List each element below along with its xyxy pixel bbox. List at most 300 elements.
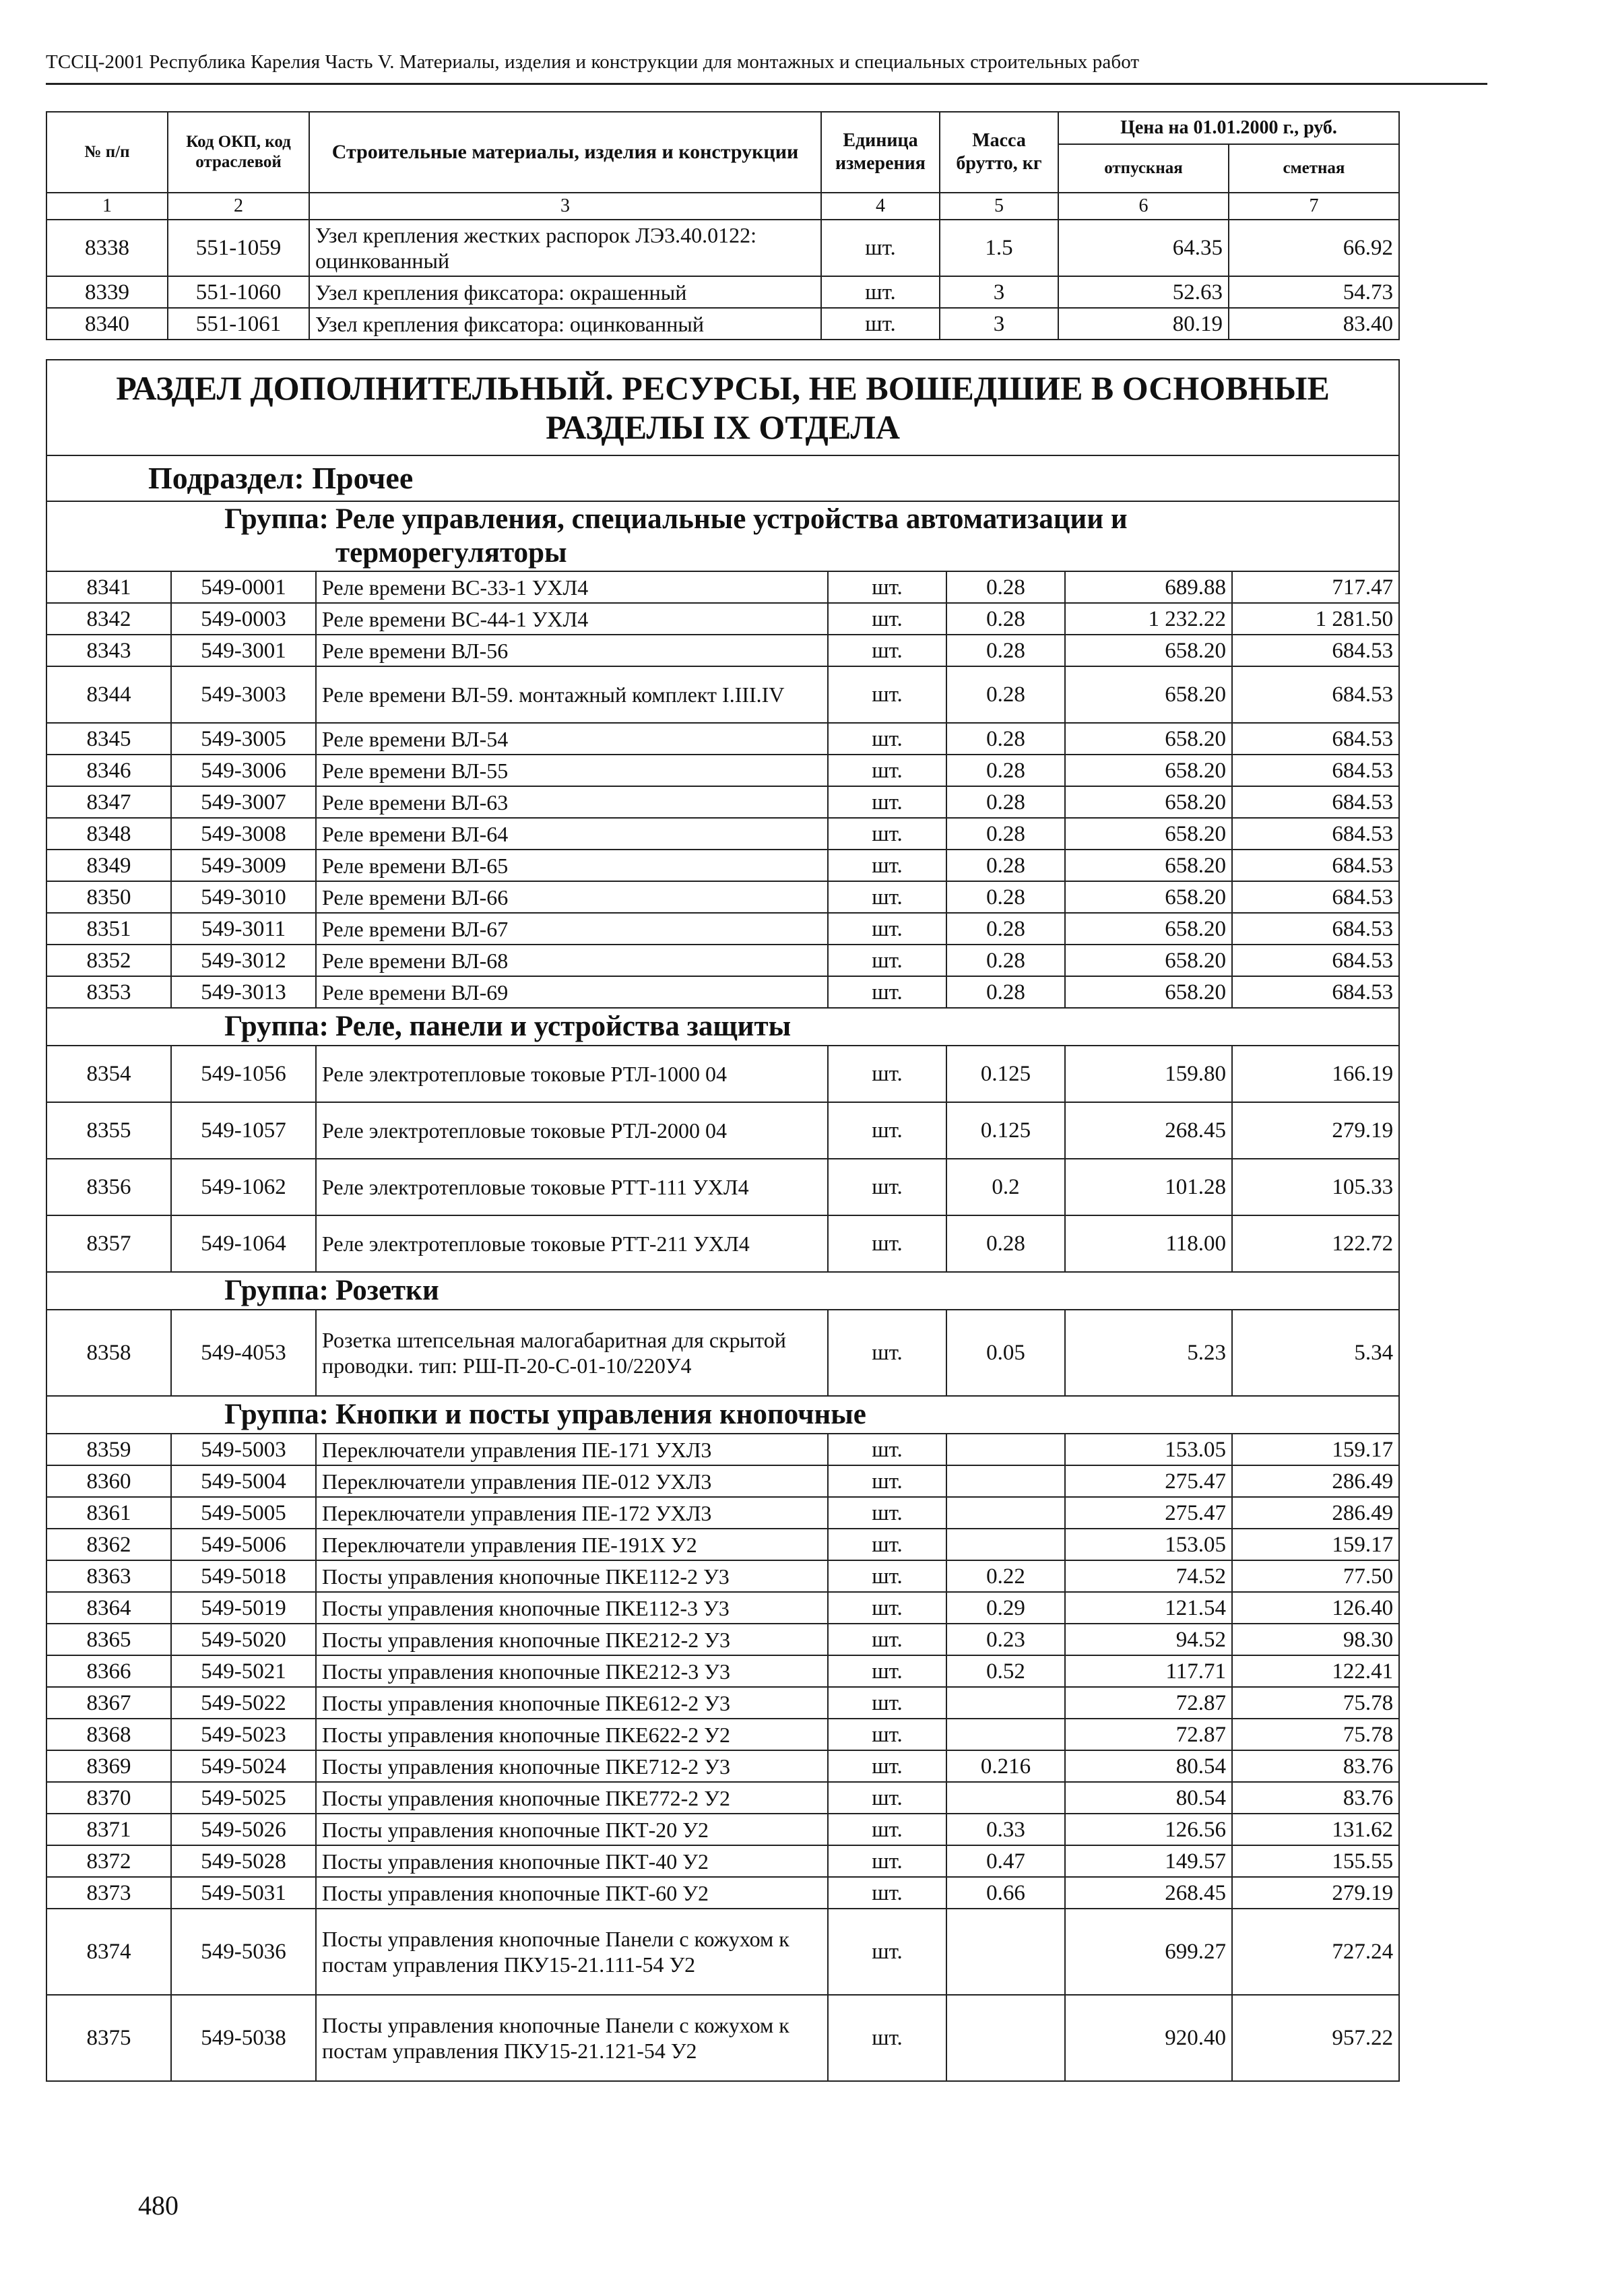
- row-mass: 0.28: [946, 945, 1065, 976]
- col-num-5: 5: [940, 193, 1058, 220]
- row-name: Реле электротепловые токовые РТТ-211 УХЛ4: [316, 1215, 828, 1272]
- row-price-estimate: 54.73: [1229, 276, 1399, 308]
- row-code: 549-5025: [171, 1782, 316, 1814]
- table-row: [46, 1909, 1399, 1995]
- row-unit: шт.: [821, 308, 940, 340]
- row-price-release: 153.05: [1065, 1529, 1232, 1560]
- row-name: Реле времени ВЛ-54: [316, 723, 828, 755]
- header-rule: [46, 83, 1487, 85]
- main-table: [46, 359, 1400, 2082]
- row-unit: шт.: [828, 850, 946, 881]
- row-mass: 0.28: [946, 818, 1065, 850]
- row-price-estimate: 727.24: [1232, 1909, 1399, 1995]
- row-code: 549-3005: [171, 723, 316, 755]
- col-header-price-release: отпускная: [1058, 144, 1229, 193]
- row-name: Реле времени ВЛ-69: [316, 976, 828, 1008]
- table-row: [46, 666, 1399, 723]
- row-number: 8357: [46, 1215, 171, 1272]
- row-unit: шт.: [828, 571, 946, 603]
- row-price-release: 275.47: [1065, 1465, 1232, 1497]
- row-code: 549-5036: [171, 1909, 316, 1995]
- row-number: 8359: [46, 1434, 171, 1465]
- row-name: Посты управления кнопочные ПКЕ712-2 У3: [316, 1750, 828, 1782]
- row-code: 549-3008: [171, 818, 316, 850]
- row-mass: 0.28: [946, 723, 1065, 755]
- row-number: 8361: [46, 1497, 171, 1529]
- row-code: 549-3011: [171, 913, 316, 945]
- row-number: 8339: [46, 276, 168, 308]
- row-number: 8341: [46, 571, 171, 603]
- row-price-estimate: 684.53: [1232, 723, 1399, 755]
- row-price-release: 658.20: [1065, 635, 1232, 666]
- table-row: [46, 786, 1399, 818]
- group-title: Реле управления, специальные устройства автоматизации и терморегуляторы: [335, 503, 1128, 569]
- row-number: 8374: [46, 1909, 171, 1995]
- row-unit: шт.: [828, 1465, 946, 1497]
- row-mass: 0.66: [946, 1877, 1065, 1909]
- row-number: 8351: [46, 913, 171, 945]
- table-row: [46, 1877, 1399, 1909]
- row-mass: 0.23: [946, 1624, 1065, 1655]
- row-unit: шт.: [828, 635, 946, 666]
- row-price-release: 658.20: [1065, 913, 1232, 945]
- row-number: 8371: [46, 1814, 171, 1845]
- row-code: 549-1057: [171, 1102, 316, 1159]
- row-unit: шт.: [828, 1529, 946, 1560]
- row-unit: шт.: [828, 1814, 946, 1845]
- col-header-name: Строительные материалы, изделия и конструкции: [309, 112, 821, 193]
- row-code: 549-1062: [171, 1159, 316, 1215]
- row-code: 549-5020: [171, 1624, 316, 1655]
- col-num-4: 4: [821, 193, 940, 220]
- row-code: 549-5003: [171, 1434, 316, 1465]
- row-mass: 0.28: [946, 881, 1065, 913]
- row-code: 549-5021: [171, 1655, 316, 1687]
- row-price-estimate: 957.22: [1232, 1995, 1399, 2081]
- row-number: 8365: [46, 1624, 171, 1655]
- table-row: [46, 976, 1399, 1008]
- table-row: [46, 755, 1399, 786]
- row-price-release: 1 232.22: [1065, 603, 1232, 635]
- table-row: [46, 1434, 1399, 1465]
- row-price-estimate: 122.41: [1232, 1655, 1399, 1687]
- table-row: [46, 881, 1399, 913]
- row-mass: 0.05: [946, 1310, 1065, 1396]
- row-price-estimate: 684.53: [1232, 945, 1399, 976]
- row-mass: 0.33: [946, 1814, 1065, 1845]
- row-name: Переключатели управления ПЕ-191Х У2: [316, 1529, 828, 1560]
- row-price-release: 658.20: [1065, 976, 1232, 1008]
- row-unit: шт.: [828, 1782, 946, 1814]
- row-price-release: 658.20: [1065, 786, 1232, 818]
- table-row: [46, 1719, 1399, 1750]
- row-price-release: 72.87: [1065, 1687, 1232, 1719]
- row-price-estimate: 717.47: [1232, 571, 1399, 603]
- row-code: 549-3009: [171, 850, 316, 881]
- row-number: 8355: [46, 1102, 171, 1159]
- row-price-release: 268.45: [1065, 1877, 1232, 1909]
- row-name: Узел крепления жестких распорок ЛЭ3.40.0122: оцинкованный: [309, 220, 821, 276]
- top-rows: [46, 220, 1399, 340]
- row-code: 549-5023: [171, 1719, 316, 1750]
- table-row: [46, 1560, 1399, 1592]
- row-code: 551-1061: [168, 308, 309, 340]
- row-price-release: 52.63: [1058, 276, 1229, 308]
- col-header-price-estimate: сметная: [1229, 144, 1399, 193]
- row-code: 549-5018: [171, 1560, 316, 1592]
- group-label: Группа:: [224, 1399, 329, 1430]
- row-mass: 0.52: [946, 1655, 1065, 1687]
- row-number: 8342: [46, 603, 171, 635]
- row-mass: [946, 1687, 1065, 1719]
- row-unit: шт.: [828, 1560, 946, 1592]
- row-name: Посты управления кнопочные ПКЕ612-2 У3: [316, 1687, 828, 1719]
- row-number: 8367: [46, 1687, 171, 1719]
- row-unit: шт.: [828, 1310, 946, 1396]
- row-name: Переключатели управления ПЕ-172 УХЛ3: [316, 1497, 828, 1529]
- row-name: Реле времени ВЛ-68: [316, 945, 828, 976]
- row-unit: шт.: [828, 1046, 946, 1102]
- row-name: Переключатели управления ПЕ-171 УХЛ3: [316, 1434, 828, 1465]
- row-number: 8345: [46, 723, 171, 755]
- row-unit: шт.: [828, 1655, 946, 1687]
- row-number: 8353: [46, 976, 171, 1008]
- group-row: [46, 1396, 1399, 1434]
- row-unit: шт.: [828, 1877, 946, 1909]
- row-mass: [946, 1782, 1065, 1814]
- row-unit: шт.: [828, 976, 946, 1008]
- row-name: Посты управления кнопочные ПКЕ622-2 У2: [316, 1719, 828, 1750]
- row-unit: шт.: [828, 913, 946, 945]
- row-number: 8369: [46, 1750, 171, 1782]
- row-number: 8362: [46, 1529, 171, 1560]
- row-number: 8350: [46, 881, 171, 913]
- row-unit: шт.: [828, 1909, 946, 1995]
- row-price-release: 74.52: [1065, 1560, 1232, 1592]
- row-code: 549-0003: [171, 603, 316, 635]
- row-number: 8348: [46, 818, 171, 850]
- row-price-release: 101.28: [1065, 1159, 1232, 1215]
- row-mass: 0.125: [946, 1046, 1065, 1102]
- row-mass: [946, 1719, 1065, 1750]
- row-name: Переключатели управления ПЕ-012 УХЛ3: [316, 1465, 828, 1497]
- row-price-estimate: 122.72: [1232, 1215, 1399, 1272]
- row-number: 8375: [46, 1995, 171, 2081]
- row-code: 549-5022: [171, 1687, 316, 1719]
- row-price-estimate: 159.17: [1232, 1529, 1399, 1560]
- row-code: 549-5004: [171, 1465, 316, 1497]
- row-price-release: 80.19: [1058, 308, 1229, 340]
- row-unit: шт.: [828, 1995, 946, 2081]
- row-code: 549-1064: [171, 1215, 316, 1272]
- row-code: 549-3003: [171, 666, 316, 723]
- table-row: [46, 723, 1399, 755]
- row-price-estimate: 5.34: [1232, 1310, 1399, 1396]
- row-price-estimate: 684.53: [1232, 635, 1399, 666]
- row-number: 8344: [46, 666, 171, 723]
- row-mass: 0.28: [946, 666, 1065, 723]
- row-number: 8368: [46, 1719, 171, 1750]
- row-price-estimate: 684.53: [1232, 976, 1399, 1008]
- row-mass: [946, 1434, 1065, 1465]
- row-name: Реле времени ВС-44-1 УХЛ4: [316, 603, 828, 635]
- row-price-estimate: 684.53: [1232, 850, 1399, 881]
- row-price-estimate: 83.40: [1229, 308, 1399, 340]
- table-row: [46, 1046, 1399, 1102]
- row-number: 8349: [46, 850, 171, 881]
- row-mass: 0.125: [946, 1102, 1065, 1159]
- row-mass: 0.28: [946, 786, 1065, 818]
- row-unit: шт.: [828, 881, 946, 913]
- col-num-7: 7: [1229, 193, 1399, 220]
- row-name: Посты управления кнопочные ПКЕ212-3 У3: [316, 1655, 828, 1687]
- row-number: 8363: [46, 1560, 171, 1592]
- row-name: Узел крепления фиксатора: оцинкованный: [309, 308, 821, 340]
- row-mass: 0.28: [946, 603, 1065, 635]
- row-unit: шт.: [828, 1102, 946, 1159]
- row-code: 551-1060: [168, 276, 309, 308]
- row-code: 549-5031: [171, 1877, 316, 1909]
- row-price-release: 121.54: [1065, 1592, 1232, 1624]
- group-label: Группа:: [224, 1275, 329, 1306]
- row-price-release: 658.20: [1065, 666, 1232, 723]
- group-label: Группа:: [224, 503, 329, 535]
- row-mass: 0.29: [946, 1592, 1065, 1624]
- table-row: [46, 1845, 1399, 1877]
- row-code: 549-5019: [171, 1592, 316, 1624]
- row-price-estimate: 126.40: [1232, 1592, 1399, 1624]
- row-price-estimate: 684.53: [1232, 755, 1399, 786]
- col-header-mass: Масса брутто, кг: [940, 112, 1058, 193]
- group-row: [46, 501, 1399, 571]
- row-unit: шт.: [828, 1159, 946, 1215]
- row-unit: шт.: [828, 1497, 946, 1529]
- row-price-release: 117.71: [1065, 1655, 1232, 1687]
- row-price-release: 658.20: [1065, 881, 1232, 913]
- row-number: 8340: [46, 308, 168, 340]
- row-price-release: 658.20: [1065, 818, 1232, 850]
- table-row: [46, 818, 1399, 850]
- group-title: Реле, панели и устройства защиты: [335, 1011, 792, 1042]
- row-price-release: 275.47: [1065, 1497, 1232, 1529]
- row-price-release: 80.54: [1065, 1750, 1232, 1782]
- table-row: [46, 1750, 1399, 1782]
- row-code: 549-5006: [171, 1529, 316, 1560]
- row-name: Реле электротепловые токовые РТЛ-1000 04: [316, 1046, 828, 1102]
- page-header: ТССЦ-2001 Республика Карелия Часть V. Материалы, изделия и конструкции для монтажных и специальных строительных работ: [46, 51, 1140, 73]
- row-mass: 0.28: [946, 1215, 1065, 1272]
- row-name: Реле времени ВС-33-1 УХЛ4: [316, 571, 828, 603]
- row-number: 8346: [46, 755, 171, 786]
- row-price-release: 658.20: [1065, 945, 1232, 976]
- row-price-release: 72.87: [1065, 1719, 1232, 1750]
- row-number: 8358: [46, 1310, 171, 1396]
- col-header-unit: Единица измерения: [821, 112, 940, 193]
- col-header-code: Код ОКП, код отраслевой: [168, 112, 309, 193]
- row-price-estimate: 1 281.50: [1232, 603, 1399, 635]
- row-number: 8354: [46, 1046, 171, 1102]
- row-name: Посты управления кнопочные ПКЕ112-2 У3: [316, 1560, 828, 1592]
- subsection-row: [46, 455, 1399, 501]
- row-price-release: 658.20: [1065, 755, 1232, 786]
- row-unit: шт.: [828, 818, 946, 850]
- row-name: Реле времени ВЛ-59. монтажный комплект I.III.IV: [316, 666, 828, 723]
- col-header-price: Цена на 01.01.2000 г., руб.: [1058, 112, 1399, 144]
- row-code: 549-3010: [171, 881, 316, 913]
- row-code: 549-1056: [171, 1046, 316, 1102]
- row-price-estimate: 83.76: [1232, 1782, 1399, 1814]
- row-number: 8373: [46, 1877, 171, 1909]
- row-code: 549-4053: [171, 1310, 316, 1396]
- row-price-release: 268.45: [1065, 1102, 1232, 1159]
- row-price-release: 699.27: [1065, 1909, 1232, 1995]
- row-code: 549-5005: [171, 1497, 316, 1529]
- table-row: [46, 1102, 1399, 1159]
- table-row: [46, 1592, 1399, 1624]
- row-unit: шт.: [828, 786, 946, 818]
- table-row: [46, 913, 1399, 945]
- row-price-estimate: 75.78: [1232, 1687, 1399, 1719]
- row-name: Реле времени ВЛ-56: [316, 635, 828, 666]
- row-number: 8372: [46, 1845, 171, 1877]
- row-name: Посты управления кнопочные ПКЕ212-2 У3: [316, 1624, 828, 1655]
- row-mass: 3: [940, 276, 1058, 308]
- row-price-estimate: 279.19: [1232, 1102, 1399, 1159]
- row-price-release: 64.35: [1058, 220, 1229, 276]
- row-price-estimate: 83.76: [1232, 1750, 1399, 1782]
- row-mass: 0.28: [946, 571, 1065, 603]
- row-price-release: 94.52: [1065, 1624, 1232, 1655]
- row-mass: 0.2: [946, 1159, 1065, 1215]
- row-unit: шт.: [828, 1434, 946, 1465]
- row-number: 8343: [46, 635, 171, 666]
- table-row: [46, 1655, 1399, 1687]
- row-code: 549-0001: [171, 571, 316, 603]
- col-num-3: 3: [309, 193, 821, 220]
- row-mass: 0.28: [946, 635, 1065, 666]
- row-name: Посты управления кнопочные Панели с кожухом к постам управления ПКУ15-21.111-54 У2: [316, 1909, 828, 1995]
- row-name: Реле времени ВЛ-67: [316, 913, 828, 945]
- row-unit: шт.: [828, 1750, 946, 1782]
- subsection-label: Подраздел:: [148, 461, 304, 495]
- row-price-estimate: 684.53: [1232, 666, 1399, 723]
- row-price-estimate: 286.49: [1232, 1465, 1399, 1497]
- col-num-6: 6: [1058, 193, 1229, 220]
- row-name: Посты управления кнопочные Панели с кожухом к постам управления ПКУ15-21.121-54 У2: [316, 1995, 828, 2081]
- row-price-release: 689.88: [1065, 571, 1232, 603]
- row-number: 8366: [46, 1655, 171, 1687]
- top-table: [46, 111, 1400, 340]
- row-price-release: 118.00: [1065, 1215, 1232, 1272]
- row-price-release: 126.56: [1065, 1814, 1232, 1845]
- row-name: Посты управления кнопочные ПКЕ112-3 У3: [316, 1592, 828, 1624]
- row-unit: шт.: [828, 755, 946, 786]
- row-mass: 3: [940, 308, 1058, 340]
- row-unit: шт.: [821, 276, 940, 308]
- row-unit: шт.: [828, 1624, 946, 1655]
- row-name: Реле времени ВЛ-55: [316, 755, 828, 786]
- page-number: 480: [138, 2190, 179, 2221]
- main-rows: [46, 360, 1399, 2081]
- row-mass: 0.22: [946, 1560, 1065, 1592]
- group-row: [46, 1008, 1399, 1046]
- row-number: 8360: [46, 1465, 171, 1497]
- section-row: [46, 360, 1399, 455]
- row-unit: шт.: [828, 1719, 946, 1750]
- table-row: [46, 945, 1399, 976]
- row-unit: шт.: [828, 1215, 946, 1272]
- row-code: 549-3006: [171, 755, 316, 786]
- row-number: 8338: [46, 220, 168, 276]
- row-unit: шт.: [828, 945, 946, 976]
- table-row: [46, 220, 1399, 276]
- table-row: [46, 1310, 1399, 1396]
- row-mass: 0.28: [946, 850, 1065, 881]
- row-name: Реле времени ВЛ-66: [316, 881, 828, 913]
- row-price-estimate: 131.62: [1232, 1814, 1399, 1845]
- row-number: 8370: [46, 1782, 171, 1814]
- group-title: Кнопки и посты управления кнопочные: [335, 1399, 866, 1430]
- row-price-estimate: 75.78: [1232, 1719, 1399, 1750]
- row-code: 551-1059: [168, 220, 309, 276]
- row-name: Посты управления кнопочные ПКТ-40 У2: [316, 1845, 828, 1877]
- subsection-title: Прочее: [312, 461, 414, 495]
- row-code: 549-5026: [171, 1814, 316, 1845]
- row-price-estimate: 159.17: [1232, 1434, 1399, 1465]
- table-row: [46, 1995, 1399, 2081]
- row-unit: шт.: [828, 1845, 946, 1877]
- table-row: [46, 276, 1399, 308]
- row-price-estimate: 105.33: [1232, 1159, 1399, 1215]
- row-price-release: 80.54: [1065, 1782, 1232, 1814]
- row-code: 549-3013: [171, 976, 316, 1008]
- row-price-estimate: 66.92: [1229, 220, 1399, 276]
- row-unit: шт.: [828, 1592, 946, 1624]
- table-row: [46, 1215, 1399, 1272]
- col-header-num: № п/п: [46, 112, 168, 193]
- row-price-estimate: 684.53: [1232, 913, 1399, 945]
- row-code: 549-5028: [171, 1845, 316, 1877]
- row-name: Узел крепления фиксатора: окрашенный: [309, 276, 821, 308]
- row-price-release: 159.80: [1065, 1046, 1232, 1102]
- row-unit: шт.: [828, 603, 946, 635]
- row-code: 549-3012: [171, 945, 316, 976]
- table-row: [46, 1497, 1399, 1529]
- row-mass: [946, 1529, 1065, 1560]
- row-price-estimate: 166.19: [1232, 1046, 1399, 1102]
- row-name: Розетка штепсельная малогабаритная для скрытой проводки. тип: РШ-П-20-С-01-10/220У4: [316, 1310, 828, 1396]
- section-title: РАЗДЕЛ ДОПОЛНИТЕЛЬНЫЙ. РЕСУРСЫ, НЕ ВОШЕДШИЕ В ОСНОВНЫЕ РАЗДЕЛЫ IX ОТДЕЛА: [46, 360, 1399, 455]
- table-row: [46, 1687, 1399, 1719]
- row-code: 549-5024: [171, 1750, 316, 1782]
- row-mass: [946, 1995, 1065, 2081]
- row-price-estimate: 286.49: [1232, 1497, 1399, 1529]
- table-row: [46, 1782, 1399, 1814]
- row-name: Реле времени ВЛ-65: [316, 850, 828, 881]
- row-number: 8352: [46, 945, 171, 976]
- table-row: [46, 1624, 1399, 1655]
- row-mass: 0.28: [946, 976, 1065, 1008]
- row-mass: 0.216: [946, 1750, 1065, 1782]
- row-mass: [946, 1465, 1065, 1497]
- row-price-release: 5.23: [1065, 1310, 1232, 1396]
- row-unit: шт.: [828, 1687, 946, 1719]
- row-price-release: 658.20: [1065, 723, 1232, 755]
- row-name: Реле времени ВЛ-64: [316, 818, 828, 850]
- table-row: [46, 1814, 1399, 1845]
- row-mass: [946, 1909, 1065, 1995]
- row-price-release: 658.20: [1065, 850, 1232, 881]
